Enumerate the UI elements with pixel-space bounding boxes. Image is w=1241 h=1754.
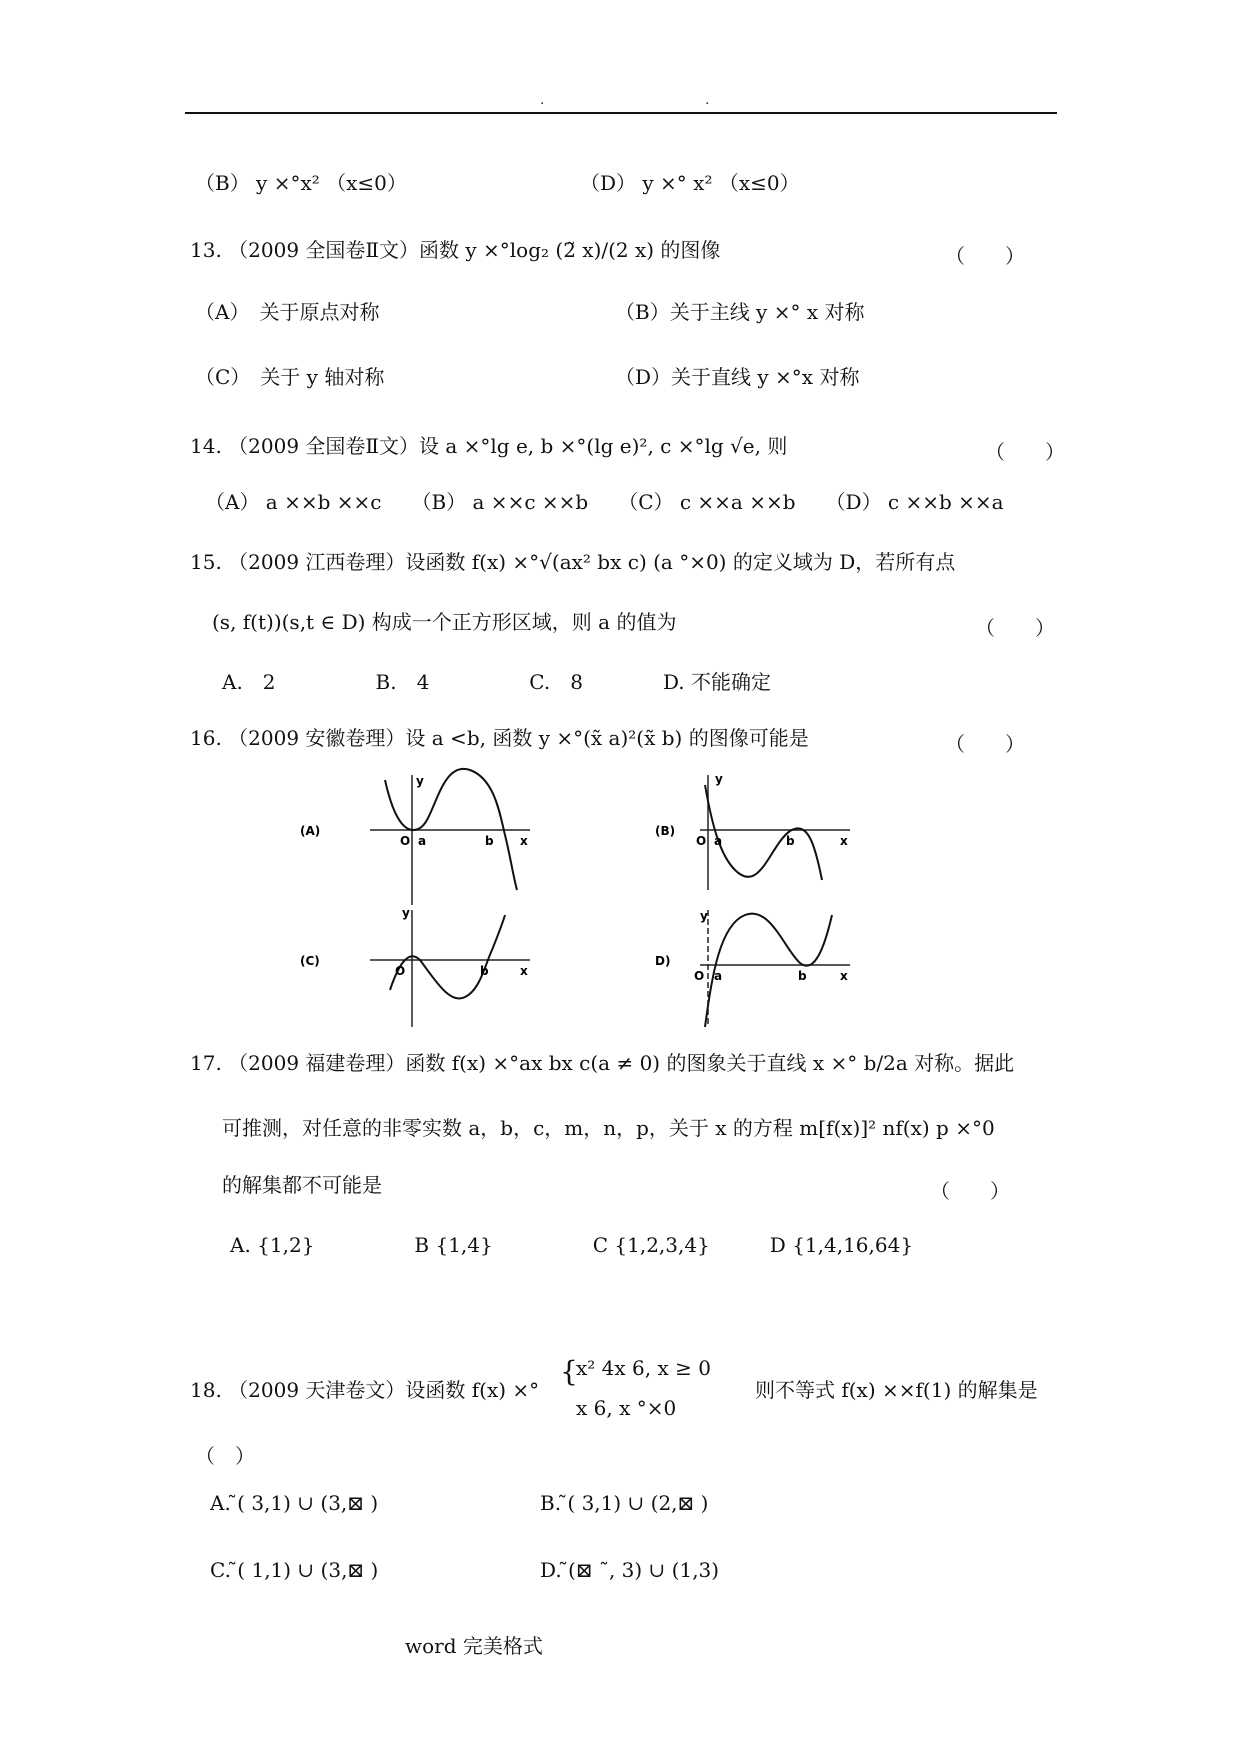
graph-a-a: a xyxy=(418,834,427,848)
q12-option-d: （D） y ×° x² （x≤0） xyxy=(580,171,800,195)
graph-c-origin: O xyxy=(395,964,406,978)
q18-option-d: D. ̃(⊠ ˜, 3) ∪ (1,3) xyxy=(540,1558,720,1582)
graph-a xyxy=(300,769,530,905)
q17-answer-blank: （ ） xyxy=(930,1179,1010,1203)
q15-answer-blank: （ ） xyxy=(975,616,1055,640)
q12-option-b: （B） y ×°x² （x≤0） xyxy=(195,171,407,195)
graph-a-y: y xyxy=(416,774,424,788)
graph-a-b: b xyxy=(485,834,494,848)
q14-stem: 14. （2009 全国卷Ⅱ文）设 a ×°lg e, b ×°(lg e)², c ×°lg √e, 则 xyxy=(190,434,788,458)
q14-answer-blank: （ ） xyxy=(985,440,1065,464)
q16-stem: 16. （2009 安徽卷理）设 a <b, 函数 y ×°(x̃ a)²(x̃ b) 的图像可能是 xyxy=(190,726,809,750)
q18-option-c: C. ̃( 1,1) ∪ (3,⊠ ) xyxy=(210,1558,379,1582)
q15-stem: 15. （2009 江西卷理）设函数 f(x) ×°√(ax² bx c) (a °×0) 的定义域为 D，若所有点 xyxy=(190,550,956,574)
q13-option-a: （A） 关于原点对称 xyxy=(195,300,380,324)
graph-d-label: D) xyxy=(655,954,671,968)
graph-a-origin: O xyxy=(400,834,411,848)
q18-stem: 18. （2009 天津卷文）设函数 f(x) ×° xyxy=(190,1378,540,1402)
graph-b-x: x xyxy=(840,834,848,848)
q13-option-c: （C） 关于 y 轴对称 xyxy=(195,365,385,389)
graph-b-y: y xyxy=(715,772,723,786)
q18-option-b: B. ̃( 3,1) ∪ (2,⊠ ) xyxy=(540,1491,709,1515)
q18-answer-blank: （ ） xyxy=(195,1444,255,1468)
q18-tail: 则不等式 f(x) ××f(1) 的解集是 xyxy=(755,1378,1038,1402)
graph-d-x: x xyxy=(840,969,848,983)
q18-brace: { xyxy=(560,1355,578,1388)
q13-stem: 13. （2009 全国卷Ⅱ文）函数 y ×°log₂ (2̃ x)/(2 x) 的图像 xyxy=(190,238,721,262)
q18-case-2: x 6, x °×0 xyxy=(576,1396,677,1420)
graph-d-origin: O xyxy=(694,969,705,983)
graph-c xyxy=(300,906,530,1027)
graph-d-b: b xyxy=(798,969,807,983)
q13-option-d: （D）关于直线 y ×°x 对称 xyxy=(615,365,860,389)
header-dot-right: . xyxy=(705,92,710,108)
graph-d xyxy=(655,909,850,1027)
q15-options: A. 2 B. 4 C. 8 D. 不能确定 xyxy=(222,670,772,694)
graph-b-label: (B) xyxy=(655,824,676,838)
q18-case-1: x² 4x 6, x ≥ 0 xyxy=(576,1356,711,1380)
q13-option-b: （B）关于主线 y ×° x 对称 xyxy=(615,300,865,324)
graph-a-label: (A) xyxy=(300,824,321,838)
graph-b xyxy=(655,772,850,890)
q16-answer-blank: （ ） xyxy=(945,732,1025,756)
q17-options: A. {1,2} B {1,4} C {1,2,3,4} D {1,4,16,64} xyxy=(230,1233,914,1257)
q15-stem-cont: (s, f(t))(s,t ∈ D) 构成一个正方形区域，则 a 的值为 xyxy=(212,610,677,634)
graph-c-label: (C) xyxy=(300,954,320,968)
graph-d-y: y xyxy=(700,909,708,923)
graph-c-y: y xyxy=(402,906,410,920)
graph-a-x: x xyxy=(520,834,528,848)
header-rule xyxy=(185,112,1057,114)
graph-c-b: b xyxy=(480,964,489,978)
graph-b-b: b xyxy=(786,834,795,848)
q17-stem-tail: 的解集都不可能是 xyxy=(222,1173,382,1197)
q17-stem-cont: 可推测，对任意的非零实数 a，b，c，m，n，p，关于 x 的方程 m[f(x)]² nf(x) p ×°0 xyxy=(222,1116,995,1140)
q18-option-a: A. ̃( 3,1) ∪ (3,⊠ ) xyxy=(210,1491,379,1515)
header-dot-left: . xyxy=(540,92,545,108)
graph-b-origin: O xyxy=(696,834,707,848)
graph-b-a: a xyxy=(714,834,723,848)
graph-d-a: a xyxy=(714,969,723,983)
graph-c-x: x xyxy=(520,964,528,978)
q13-answer-blank: （ ） xyxy=(945,244,1025,268)
q14-options: （A） a ××b ××c （B） a ××c ××b （C） c ××a ××b （D） c ××b ××a xyxy=(205,490,1004,514)
q16-graph-options xyxy=(300,765,850,1030)
q17-stem: 17. （2009 福建卷理）函数 f(x) ×°ax bx c(a ≠ 0) 的图象关于直线 x ×° b/2a 对称。据此 xyxy=(190,1051,1015,1075)
page-footer: word 完美格式 xyxy=(405,1634,543,1658)
